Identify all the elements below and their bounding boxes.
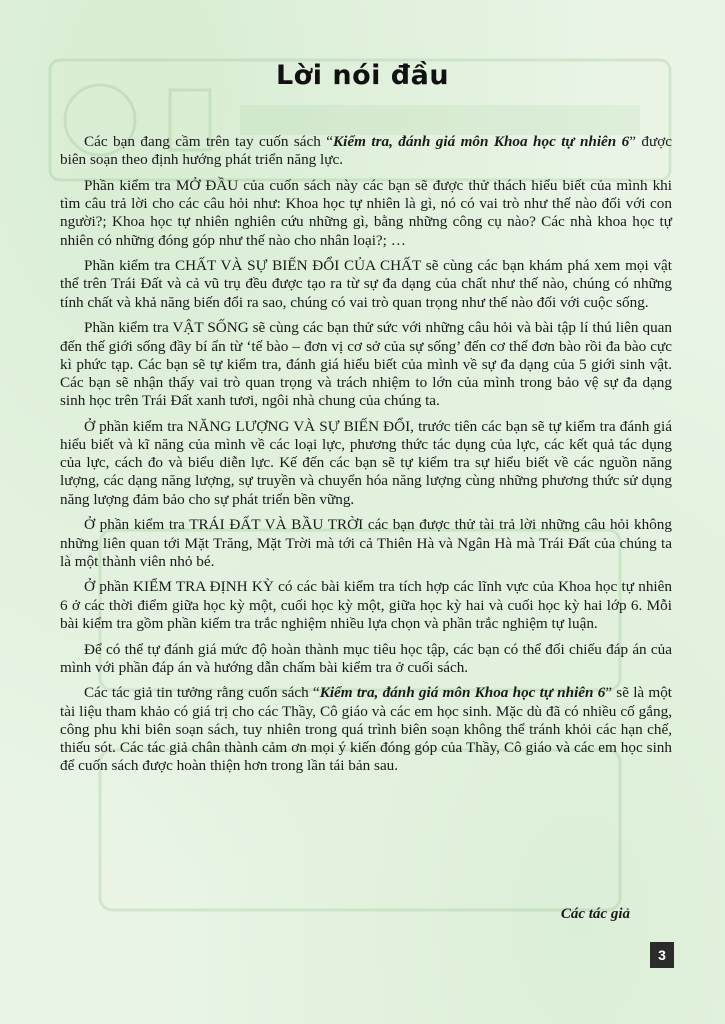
book-title: Kiểm tra, đánh giá môn Khoa học tự nhiên 6 (333, 133, 630, 150)
paragraph-intro (60, 133, 672, 169)
paragraph-matter-section: Phần kiểm tra CHẤT VÀ SỰ BIẾN ĐỔI CỦA CHẤT sẽ cùng các bạn khám phá xem mọi vật thể trên Trái Đất và cả vũ trụ đều được tạo ra từ sự đa dạng của chất như thế nào, chúng có những tính chất và khả năng biến đổi ra sao, chúng có vai trò quan trọng như thế nào đối với cuộc sống. (60, 257, 672, 311)
paragraph-closing-tail: ” sẽ là một tài liệu tham khảo có giá trị cho các Thầy, Cô giáo và các em học sinh. Mặc dù đã có nhiều cố gắng, công phu khi biên soạn sách, tuy nhiên trong quá trình biên soạn không thể tránh khỏi các hạn chế, thiếu sót. Các tác giả chân thành cảm ơn mọi ý kiến đóng góp của Thầy, Cô giáo và các em học sinh để cuốn sách được hoàn thiện hơn trong lần tái bản sau. (60, 684, 673, 775)
paragraph-intro-lead: Các bạn đang cầm trên tay cuốn sách “ (84, 133, 334, 150)
paragraph-intro-tail: ” được biên soạn theo định hướng phát triển năng lực. (60, 133, 672, 169)
paragraph-energy-section: Ở phần kiểm tra NĂNG LƯỢNG VÀ SỰ BIẾN ĐỔI, trước tiên các bạn sẽ tự kiểm tra đánh giá hiểu biết và kĩ năng của mình về các loại lực, phương thức tác dụng của lực, các kết quả tác dụng của lực, cách đo và biểu diễn lực. Kế đến các bạn sẽ tự kiểm tra sự hiểu biết về các nguồn năng lượng, các dạng năng lượng, sự truyền và chuyển hóa năng lượng cùng những phương thức sử dụng năng lượng đảm bảo cho sự phát triển bền vững. (60, 417, 672, 508)
paragraph-earth-sky-section: Ở phần kiểm tra TRÁI ĐẤT VÀ BẦU TRỜI các bạn được thử tài trả lời những câu hỏi không những liên quan tới Mặt Trăng, Mặt Trời mà tới cả Thiên Hà và Ngân Hà mà Trái Đất của chúng ta là một thành viên nhỏ bé. (60, 516, 672, 570)
paragraph-periodic-test-section: Ở phần KIỂM TRA ĐỊNH KỲ có các bài kiểm tra tích hợp các lĩnh vực của Khoa học tự nhiên 6 ở các thời điểm giữa học kỳ một, cuối học kỳ một, giữa học kỳ hai và cuối học kỳ hai lớp 6. Mỗi bài kiểm tra gồm phần kiểm tra trắc nghiệm nhiều lựa chọn và phần trắc nghiệm tự luận. (60, 578, 672, 632)
book-title-closing: Kiểm tra, đánh giá môn Khoa học tự nhiên 6 (319, 684, 606, 702)
preface-body (60, 133, 672, 783)
paragraph-opening-section: Phần kiểm tra MỞ ĐẦU của cuốn sách này các bạn sẽ được thử thách hiểu biết của mình khi tìm câu trả lời cho các câu hỏi như: Khoa học tự nhiên là gì, nó có vai trò như thế nào đối với con người?; Khoa học tự nhiên nghiên cứu những gì, bằng những công cụ nào? Các nhà khoa học tự nhiên có những đóng góp như thế nào cho nhân loại?; … (60, 176, 672, 249)
paragraph-closing-lead: Các tác giả tin tưởng rằng cuốn sách “ (84, 684, 320, 702)
paragraph-living-section: Phần kiểm tra VẬT SỐNG sẽ cùng các bạn thử sức với những câu hỏi và bài tập lí thú liên quan đến thế giới sống đầy bí ẩn từ ‘tế bào – đơn vị cơ sở của sự sống’ đến cơ thể đơn bào rồi đa bào cực kì phức tạp. Các bạn sẽ tự kiểm tra, đánh giá hiểu biết của mình về sự đa dạng của 5 giới sinh vật. Các bạn sẽ nhận thấy vai trò quan trọng và trách nhiệm to lớn của mình trong bảo vệ sự đa dạng sinh học trên Trái Đất xanh tươi, ngôi nhà chung của chúng ta. (60, 319, 672, 410)
page-number-badge: 3 (650, 942, 674, 968)
paragraph-self-assessment: Để có thể tự đánh giá mức độ hoàn thành mục tiêu học tập, các bạn có thể đối chiếu đáp án của mình với phần đáp án và hướng dẫn chấm bài kiểm tra ở cuối sách. (60, 640, 672, 676)
page-title: Lời nói đầu (275, 60, 450, 91)
paragraph-closing (60, 684, 672, 775)
authors-signature: Các tác giả (560, 906, 630, 922)
